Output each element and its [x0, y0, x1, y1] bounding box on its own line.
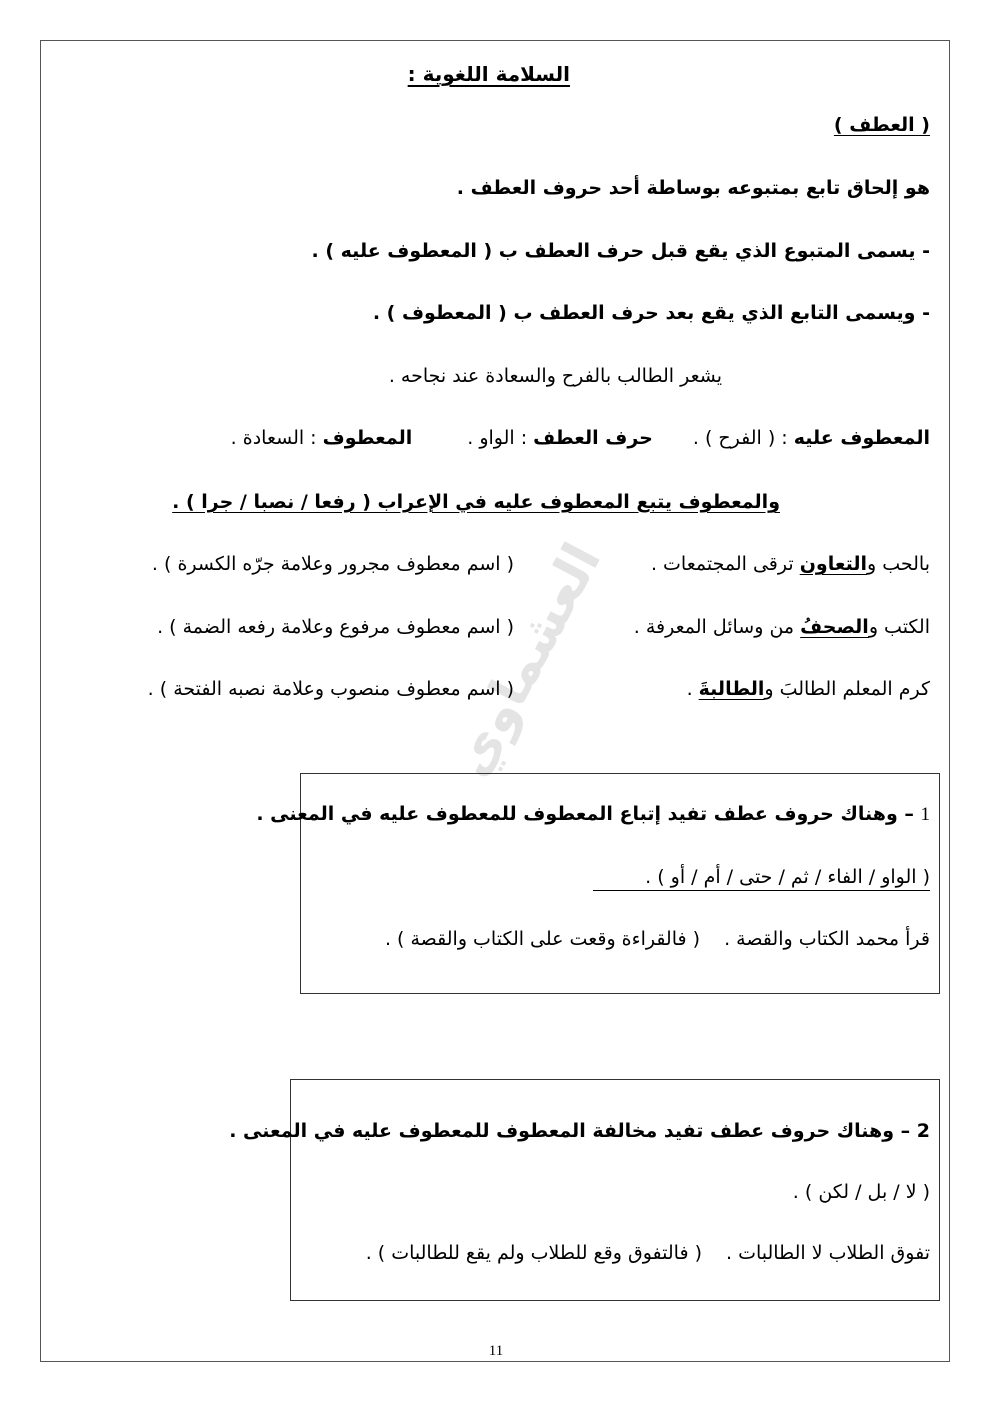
example-analysis [231, 427, 930, 449]
example-row-2 [634, 616, 930, 638]
example-row-3 [687, 678, 930, 700]
example-1-pre: بالحب و [866, 553, 930, 575]
example-row-1 [651, 553, 930, 575]
example-3-pre: كرم المعلم الطالبَ و [764, 678, 930, 700]
example-3-post: . [686, 678, 699, 700]
rule-followed: - يسمى المتبوع الذي يقع قبل حرف العطف ب ( المعطوف عليه ) . [311, 240, 930, 262]
example-3-note: ( اسم معطوف منصوب وعلامة نصبه الفتحة ) . [147, 678, 514, 700]
example-1-word: التعاون [799, 553, 867, 575]
analysis-val-3: : السعادة . [230, 427, 323, 449]
box1-heading-text: – وهناك حروف عطف تفيد إتباع المعطوف للمعطوف عليه في المعنى . [256, 803, 921, 825]
box1-example-text: قرأ محمد الكتاب والقصة . [724, 928, 930, 950]
box2-letters: ( لا / بل / لكن ) . [792, 1181, 930, 1203]
example-sentence: يشعر الطالب بالفرح والسعادة عند نجاحه . [388, 365, 722, 387]
analysis-key-2: حرف العطف [533, 427, 653, 449]
example-3-word: الطالبةَ [698, 678, 765, 700]
box1-explanation: ( فالقراءة وقعت على الكتاب والقصة ) . [384, 928, 701, 950]
box1-number: 1 [920, 804, 930, 825]
analysis-val-2: : الواو . [467, 427, 534, 449]
example-1-post: ترقى المجتمعات . [650, 553, 800, 575]
box1-heading [256, 803, 930, 826]
box1-letters-underline [593, 890, 930, 891]
analysis-val-1: : ( الفرح ) . [692, 427, 794, 449]
example-2-note: ( اسم معطوف مرفوع وعلامة رفعه الضمة ) . [157, 616, 514, 638]
box2-heading-text: – وهناك حروف عطف تفيد مخالفة المعطوف للمعطوف عليه في المعنى . [229, 1120, 917, 1142]
analysis-key-3: المعطوف [322, 427, 413, 449]
section-title: السلامة اللغوية : [407, 62, 570, 86]
section-subtitle: ( العطف ) [833, 114, 930, 136]
box2-heading [229, 1120, 930, 1142]
box2-example [366, 1242, 930, 1264]
example-1-note: ( اسم معطوف مجرور وعلامة جرّه الكسرة ) . [151, 553, 514, 575]
box2-number: 2 [916, 1120, 930, 1142]
box2-explanation: ( فالتفوق وقع للطلاب ولم يقع للطالبات ) . [365, 1242, 702, 1264]
definition: هو إلحاق تابع بمتبوعه بوساطة أحد حروف العطف . [456, 177, 930, 199]
rule-case-agreement: والمعطوف يتبع المعطوف عليه في الإعراب ( رفعا / نصبا / جرا ) . [172, 491, 780, 513]
box2-example-text: تفوق الطلاب لا الطالبات . [725, 1242, 930, 1264]
box1-example [385, 928, 930, 950]
box1-letters: ( الواو / الفاء / ثم / حتى / أم / أو ) . [645, 866, 930, 888]
example-2-post: من وسائل المعرفة . [633, 616, 801, 638]
watermark: العشماوي [440, 533, 614, 787]
rule-follower: - ويسمى التابع الذي يقع بعد حرف العطف ب ( المعطوف ) . [372, 302, 930, 324]
analysis-key-1: المعطوف عليه [793, 427, 930, 449]
example-2-word: الصحفُ [800, 616, 869, 638]
example-2-pre: الكتب و [868, 616, 930, 638]
page-number: 11 [488, 1343, 504, 1359]
